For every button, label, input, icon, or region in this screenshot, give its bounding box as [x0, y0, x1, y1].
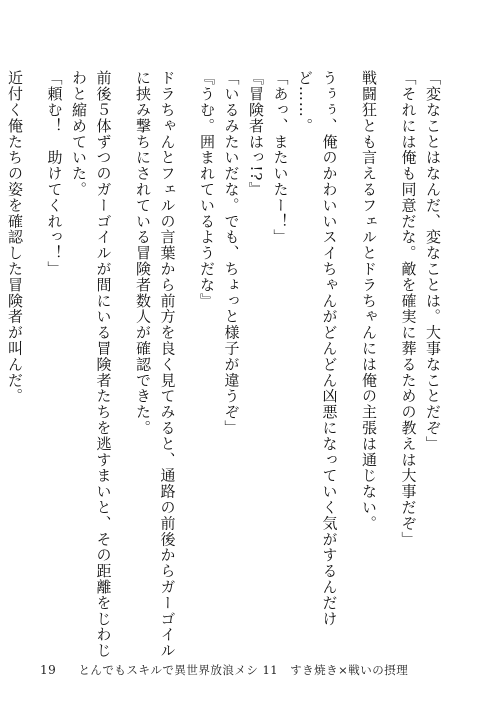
dialogue-line: 『冒険者はっ!?』 [247, 70, 265, 198]
dialogue-line: 「あっ、またいたー！」 [271, 70, 290, 245]
narration-line: ドラちゃんとフェルの言葉から前方を良く見てみると、通路の前後からガーゴイルに挟み撃ちにされている冒険者数人が確認できた。 [134, 70, 177, 659]
dialogue-line: 「変なことはなんだ、変なことは。大事なことだぞ」 [424, 70, 442, 452]
running-title: とんでもスキルで異世界放浪メシ 11 すき焼き×戦いの摂理 [78, 663, 409, 677]
narration-line: 前後５体ずつのガーゴイルが間にいる冒険者たちを逃すまいと、その距離をじわじわと縮めていた。 [70, 70, 113, 659]
dialogue-line: 『うむ。囲まれているようだな』 [198, 70, 216, 309]
dialogue-line: 「いるみたいだな。でも、ちょっと様子が違うぞ」 [222, 70, 241, 436]
page-number: 19 [40, 663, 57, 677]
narration-line: 近付く俺たちの姿を確認した冒険者が叫んだ。 [6, 70, 24, 404]
page-footer [40, 662, 408, 678]
dialogue-line: 「頼む！ 助けてくれっ！」 [45, 70, 64, 277]
dialogue-line: 「それには俺も同意だな。敵を確実に葬るための教えは大事だぞ」 [399, 70, 418, 547]
narration-line: 戦闘狂とも言えるフェルとドラちゃんには俺の主張は通じない。 [360, 70, 378, 532]
narration-line: うぅぅ、俺のかわいいスイちゃんがどんどん凶悪になっていく気がするんだけど……。 [296, 70, 339, 627]
